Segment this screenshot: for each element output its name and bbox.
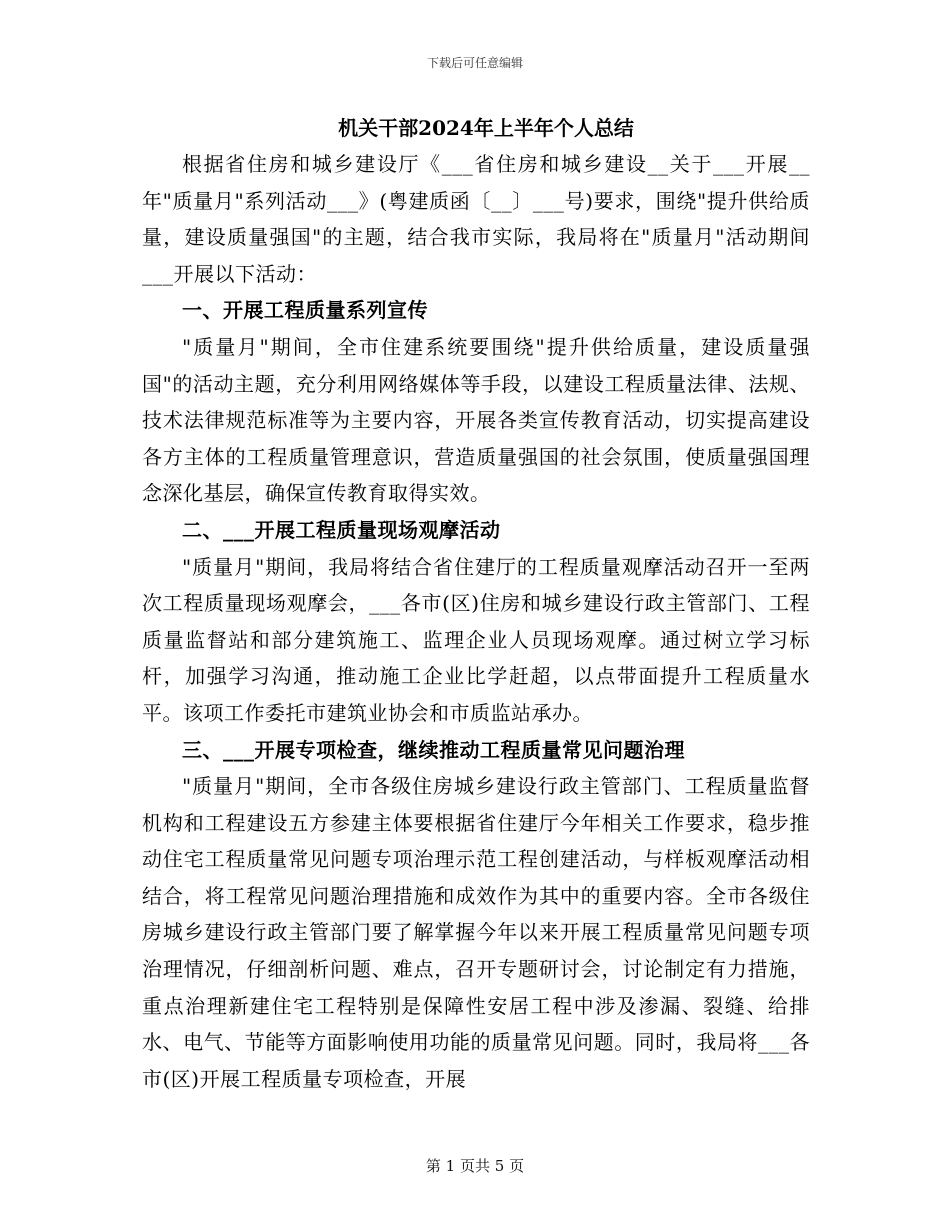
- section-3-paragraph: "质量月"期间，全市各级住房城乡建设行政主管部门、工程质量监督机构和工程建设五方参建主体要根据省住建厅今年相关工作要求，稳步推动住宅工程质量常见问题专项治理示范工程创建活动，与样板观摩活动相结合，将工程常见问题治理措施和成效作为其中的重要内容。全市各级住房城乡建设行政主管部门要了解掌握今年以来开展工程质量常见问题专项治理情况，仔细剖析问题、难点，召开专题研讨会，讨论制定有力措施，重点治理新建住宅工程特别是保障性安居工程中涉及渗漏、裂缝、给排水、电气、节能等方面影响使用功能的质量常见问题。同时，我局将___各市(区)开展工程质量专项检查，开展: [142, 774, 810, 1091]
- document-body: [142, 110, 810, 1097]
- section-1-paragraph: "质量月"期间，全市住建系统要围绕"提升供给质量，建设质量强国"的活动主题，充分利用网络媒体等手段，以建设工程质量法律、法规、技术法律规范标准等为主要内容，开展各类宣传教育活动，切实提高建设各方主体的工程质量管理意识，营造质量强国的社会氛围，使质量强国理念深化基层，确保宣传教育取得实效。: [142, 334, 810, 506]
- intro-paragraph: 根据省住房和城乡建设厅《___省住房和城乡建设__关于___开展__年"质量月"系列活动___》(粤建质函〔__〕___号)要求，围绕"提升供给质量，建设质量强国"的主题，结合我市实际，我局将在"质量月"活动期间___开展以下活动：: [142, 152, 810, 286]
- section-2-paragraph: "质量月"期间，我局将结合省住建厅的工程质量观摩活动召开一至两次工程质量现场观摩会，___各市(区)住房和城乡建设行政主管部门、工程质量监督站和部分建筑施工、监理企业人员现场观摩。通过树立学习标杆，加强学习沟通，推动施工企业比学赶超，以点带面提升工程质量水平。该项工作委托市建筑业协会和市质监站承办。: [142, 554, 810, 725]
- page-header: 下载后可任意编辑: [426, 56, 523, 70]
- section-heading-2: 二、___开展工程质量现场观摩活动: [182, 517, 501, 542]
- section-heading-3: 三、___开展专项检查，继续推动工程质量常见问题治理: [182, 737, 685, 762]
- page-number: 第 1 页共 5 页: [425, 1157, 525, 1175]
- section-heading-1: 一、开展工程质量系列宣传: [182, 298, 428, 323]
- document-title: 机关干部2024年上半年个人总结: [338, 116, 634, 140]
